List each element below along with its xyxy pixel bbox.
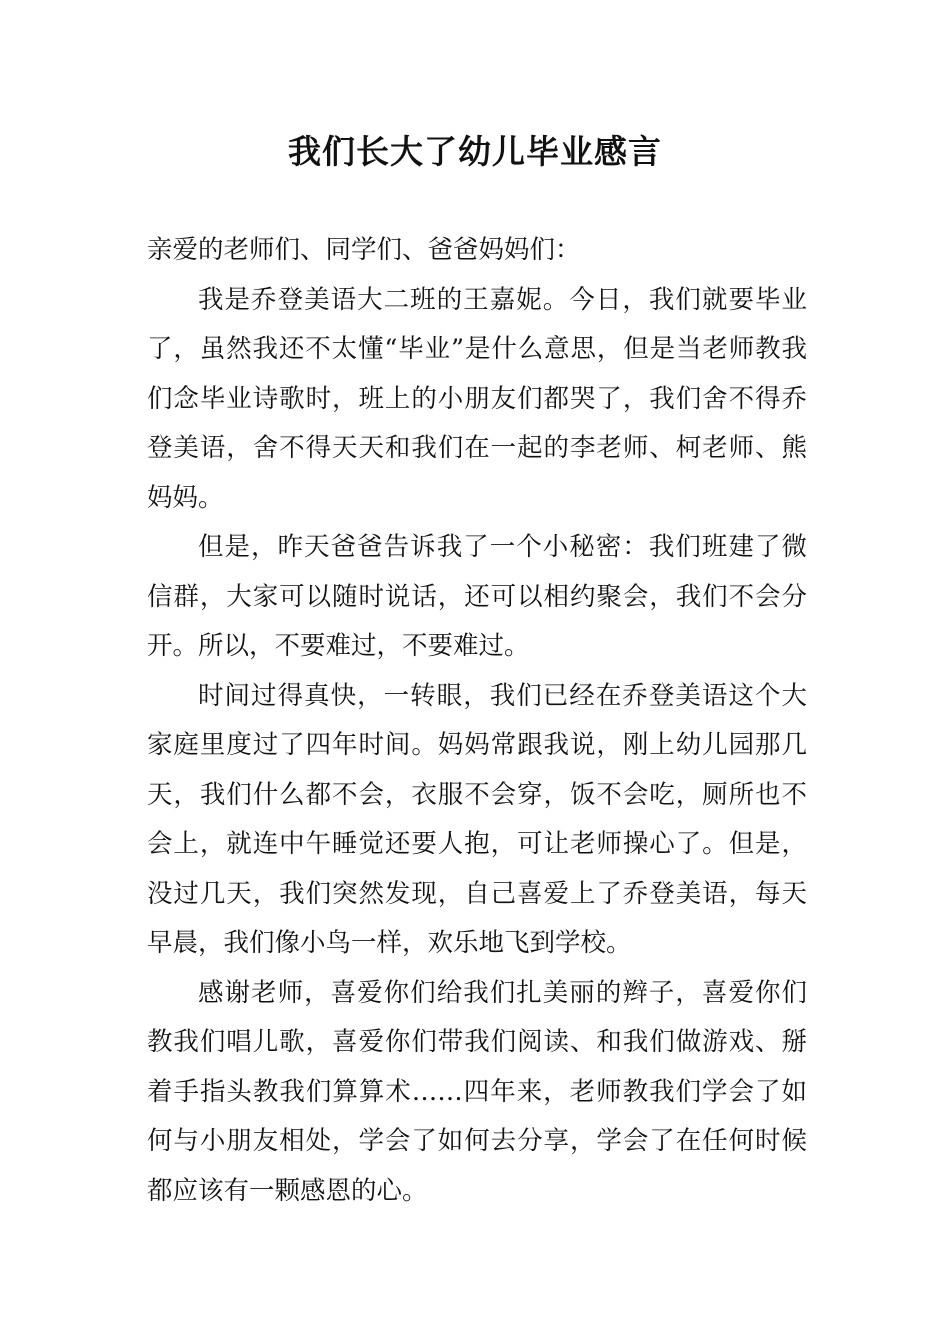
document-body [147, 226, 807, 1216]
salutation: 亲爱的老师们、同学们、爸爸妈妈们： [147, 235, 581, 265]
paragraph-2: 但是，昨天爸爸告诉我了一个小秘密：我们班建了微信群，大家可以随时说话，还可以相约聚会，我们不会分开。所以，不要难过，不要难过。 [147, 532, 807, 661]
paragraph-1: 我是乔登美语大二班的王嘉妮。今日，我们就要毕业了，虽然我还不太懂“毕业”是什么意思，但是当老师教我们念毕业诗歌时，班上的小朋友们都哭了，我们舍不得乔登美语，舍不得天天和我们在一起的李老师、柯老师、熊妈妈。 [147, 284, 807, 513]
document-title: 我们长大了幼儿毕业感言 [288, 132, 662, 171]
paragraph-3: 时间过得真快，一转眼，我们已经在乔登美语这个大家庭里度过了四年时间。妈妈常跟我说，刚上幼儿园那几天，我们什么都不会，衣服不会穿，饭不会吃，厕所也不会上，就连中午睡觉还要人抱，可让老师操心了。但是，没过几天，我们突然发现，自己喜爱上了乔登美语，每天早晨，我们像小鸟一样，欢乐地飞到学校。 [147, 680, 807, 958]
paragraph-4: 感谢老师，喜爱你们给我们扎美丽的辫子，喜爱你们教我们唱儿歌，喜爱你们带我们阅读、和我们做游戏、掰着手指头教我们算算术……四年来，老师教我们学会了如何与小朋友相处，学会了如何去分享，学会了在任何时候都应该有一颗感恩的心。 [147, 977, 807, 1206]
